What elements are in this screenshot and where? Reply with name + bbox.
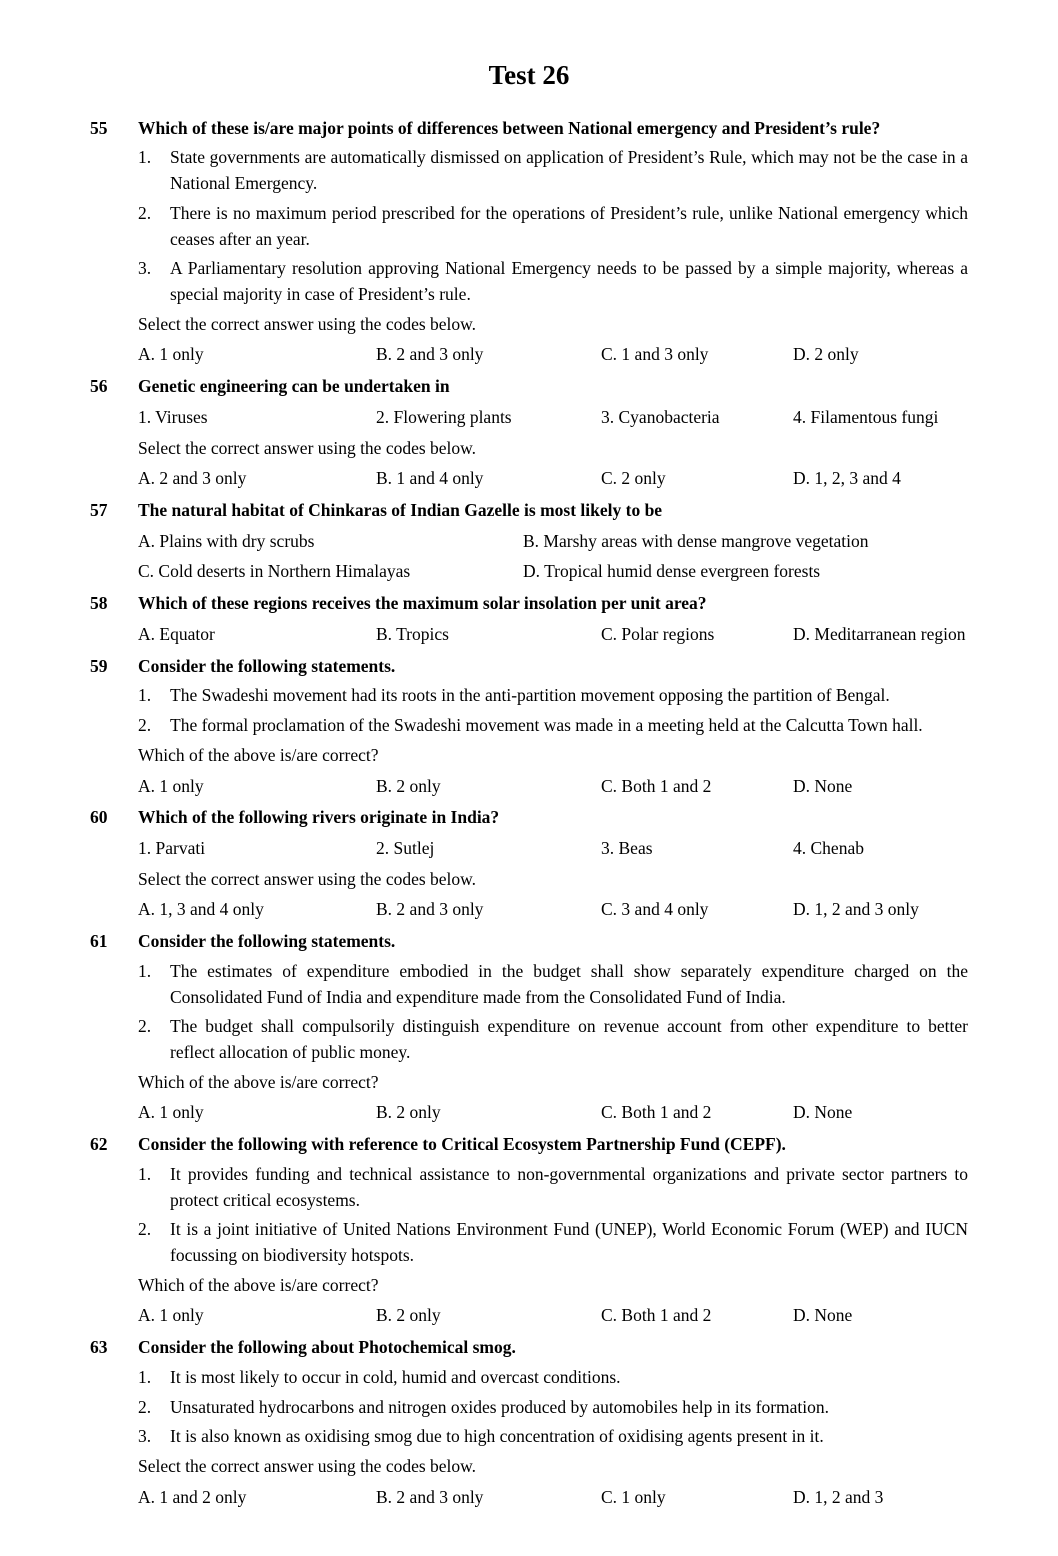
question-body	[138, 591, 968, 652]
option-item: D. 1, 2 and 3	[793, 1486, 884, 1507]
question-number: 58	[90, 593, 108, 614]
option-item: 1. Parvati	[138, 837, 206, 858]
statement-number: 2.	[138, 1396, 152, 1417]
options-row	[138, 559, 968, 585]
option-item: B. 2 and 3 only	[376, 899, 484, 920]
question-body	[138, 1335, 968, 1515]
statement-text: It provides funding and technical assistance to non-governmental organizations and private sector partners to protect critical ecosystems.	[170, 1163, 968, 1210]
statement-number: 2.	[138, 1016, 152, 1037]
options-row	[138, 342, 968, 368]
option-item: B. 2 only	[376, 1102, 441, 1123]
statement	[138, 1424, 968, 1450]
option-item: A. 1 only	[138, 775, 204, 796]
option-item: C. Both 1 and 2	[601, 775, 712, 796]
instruction-text: Select the correct answer using the codes below.	[138, 437, 477, 458]
question-block	[90, 654, 968, 805]
statement-number: 1.	[138, 1163, 152, 1184]
option-item: B. Marshy areas with dense mangrove vegetation	[523, 530, 869, 551]
options-row	[138, 529, 968, 555]
question-block	[90, 591, 968, 652]
option-item: 4. Chenab	[793, 837, 864, 858]
instruction-text: Which of the above is/are correct?	[138, 1071, 379, 1092]
statement-text: The formal proclamation of the Swadeshi movement was made in a meeting held at the Calcutta Town hall.	[170, 715, 923, 736]
question-body	[138, 374, 968, 497]
statement-text: It is a joint initiative of United Nations Environment Fund (UNEP), World Economic Forum (WEP) and IUCN focussing on biodiversity hotspots.	[170, 1219, 968, 1265]
instruction-text: Which of the above is/are correct?	[138, 1274, 379, 1295]
option-item: C. Both 1 and 2	[601, 1102, 712, 1123]
instruction-text: Select the correct answer using the codes below.	[138, 313, 477, 334]
option-item: 4. Filamentous fungi	[793, 406, 939, 427]
instruction-text: Select the correct answer using the codes below.	[138, 1456, 477, 1477]
question-number: 59	[90, 655, 108, 676]
option-item: C. 3 and 4 only	[601, 899, 709, 920]
question-number: 62	[90, 1134, 108, 1155]
question-block	[90, 1335, 968, 1515]
question-text: Consider the following statements.	[138, 931, 396, 952]
option-item: A. 1 only	[138, 1102, 204, 1123]
option-item: A. 1 only	[138, 344, 204, 365]
option-item: D. None	[793, 1102, 853, 1123]
instruction-text: Select the correct answer using the codes below.	[138, 868, 477, 889]
option-item: C. 2 only	[601, 468, 666, 489]
option-item: B. 2 only	[376, 775, 441, 796]
option-item: B. 2 and 3 only	[376, 1486, 484, 1507]
statement-text: The Swadeshi movement had its roots in the anti-partition movement opposing the partition of Bengal.	[170, 685, 890, 706]
statement	[138, 713, 968, 739]
question-text: The natural habitat of Chinkaras of Indian Gazelle is most likely to be	[138, 500, 663, 521]
question-number: 60	[90, 807, 108, 828]
statement	[138, 683, 968, 709]
statement-text: Unsaturated hydrocarbons and nitrogen oxides produced by automobiles help in its formation.	[170, 1396, 830, 1417]
question-block	[90, 498, 968, 590]
options-row	[138, 836, 968, 862]
statement-number: 2.	[138, 715, 152, 736]
question-number: 56	[90, 376, 108, 397]
option-item: 2. Flowering plants	[376, 406, 512, 427]
options-row	[138, 466, 968, 492]
statement	[138, 201, 968, 252]
option-item: A. 1, 3 and 4 only	[138, 899, 264, 920]
option-item: 2. Sutlej	[376, 837, 435, 858]
statement-number: 1.	[138, 147, 152, 168]
statement-number: 1.	[138, 685, 152, 706]
question-number: 61	[90, 931, 108, 952]
question-body	[138, 805, 968, 928]
option-item: D. 2 only	[793, 344, 859, 365]
question-body	[138, 654, 968, 805]
statement	[138, 1395, 968, 1421]
options-row	[138, 897, 968, 923]
options-row	[138, 1303, 968, 1329]
question-number: 55	[90, 117, 108, 138]
question-text: Consider the following with reference to Critical Ecosystem Partnership Fund (CEPF).	[138, 1134, 786, 1155]
statement	[138, 145, 968, 196]
option-item: C. 1 and 3 only	[601, 344, 709, 365]
question-text: Which of the following rivers originate in India?	[138, 807, 500, 828]
option-item: D. None	[793, 775, 853, 796]
statement	[138, 256, 968, 307]
question-body	[138, 498, 968, 590]
option-item: 3. Beas	[601, 837, 653, 858]
statement-number: 3.	[138, 1426, 152, 1447]
question-body	[138, 116, 968, 373]
statement-text: It is most likely to occur in cold, humid and overcast conditions.	[170, 1366, 621, 1387]
statement-text: State governments are automatically dismissed on application of President’s Rule, which may not be the case in a National Emergency.	[170, 147, 968, 194]
questions-list	[90, 116, 968, 1516]
statement-text: There is no maximum period prescribed for the operations of President’s rule, unlike National emergency which ceases after an year.	[170, 202, 968, 249]
statement-number: 2.	[138, 202, 152, 223]
option-item: B. Tropics	[376, 623, 449, 644]
option-item: C. Cold deserts in Northern Himalayas	[138, 561, 411, 582]
question-text: Consider the following statements.	[138, 655, 396, 676]
statement	[138, 1217, 968, 1268]
question-text: Which of these regions receives the maximum solar insolation per unit area?	[138, 593, 707, 614]
statement-text: A Parliamentary resolution approving National Emergency needs to be passed by a simple majority, whereas a special majority in case of President’s rule.	[170, 258, 968, 304]
options-row	[138, 774, 968, 800]
option-item: D. 1, 2, 3 and 4	[793, 468, 901, 489]
option-item: D. 1, 2 and 3 only	[793, 899, 919, 920]
option-item: D. Meditarranean region	[793, 623, 966, 644]
option-item: A. 1 only	[138, 1305, 204, 1326]
statement-text: The budget shall compulsorily distinguish expenditure on revenue account from other expenditure to better reflect allocation of public money.	[170, 1016, 968, 1062]
option-item: A. 1 and 2 only	[138, 1486, 247, 1507]
options-row	[138, 622, 968, 648]
option-item: 3. Cyanobacteria	[601, 406, 720, 427]
statement	[138, 1014, 968, 1065]
statement	[138, 1365, 968, 1391]
statement-text: The estimates of expenditure embodied in the budget shall show separately expenditure charged on the Consolidated Fund of India and expenditure made from the Consolidated Fund of India.	[170, 960, 968, 1007]
question-block	[90, 929, 968, 1131]
question-text: Consider the following about Photochemical smog.	[138, 1337, 516, 1358]
page-title: Test 26	[488, 60, 570, 90]
question-block	[90, 116, 968, 373]
option-item: C. 1 only	[601, 1486, 666, 1507]
option-item: C. Both 1 and 2	[601, 1305, 712, 1326]
question-block	[90, 1132, 968, 1334]
option-item: A. Plains with dry scrubs	[138, 530, 315, 551]
options-row	[138, 1485, 968, 1511]
option-item: C. Polar regions	[601, 623, 715, 644]
option-item: D. None	[793, 1305, 853, 1326]
question-body	[138, 929, 968, 1131]
option-item: A. 2 and 3 only	[138, 468, 247, 489]
statement-number: 2.	[138, 1219, 152, 1240]
statement-number: 1.	[138, 1366, 152, 1387]
question-text: Which of these is/are major points of differences between National emergency and President’s rule?	[138, 117, 881, 138]
statement-text: It is also known as oxidising smog due to high concentration of oxidising agents present in it.	[170, 1426, 824, 1447]
question-number: 63	[90, 1337, 108, 1358]
instruction-text: Which of the above is/are correct?	[138, 744, 379, 765]
statement-number: 3.	[138, 258, 152, 279]
option-item: A. Equator	[138, 623, 215, 644]
question-body	[138, 1132, 968, 1334]
statement	[138, 959, 968, 1010]
option-item: B. 2 only	[376, 1305, 441, 1326]
option-item: 1. Viruses	[138, 406, 208, 427]
options-row	[138, 405, 968, 431]
statement	[138, 1162, 968, 1213]
options-row	[138, 1100, 968, 1126]
question-block	[90, 805, 968, 928]
option-item: B. 2 and 3 only	[376, 344, 484, 365]
statement-number: 1.	[138, 960, 152, 981]
option-item: D. Tropical humid dense evergreen forests	[523, 561, 821, 582]
option-item: B. 1 and 4 only	[376, 468, 484, 489]
question-number: 57	[90, 500, 108, 521]
question-block	[90, 374, 968, 497]
question-text: Genetic engineering can be undertaken in	[138, 376, 450, 397]
